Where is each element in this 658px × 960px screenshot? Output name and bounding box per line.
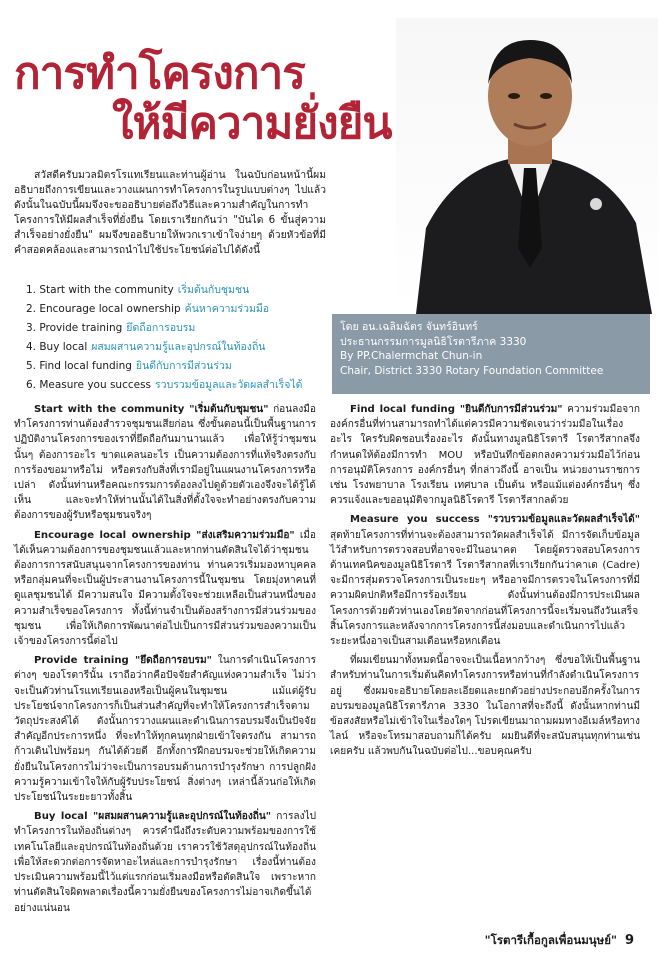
section-measure-success [330, 512, 640, 649]
section-heading: Measure you success "รวบรวมข้อมูลและวัดผลสำเร็จได้" [350, 514, 640, 526]
section-body: สุดท้ายโครงการที่ท่านจะต้องสามารถวัดผลสำเร็จได้ มีการจัดเก็บข้อมูลไว้สำหรับการตรวจสอบที่อาจจะมีในอนาคต โดยผู้ตรวจสอบโครงการด้านเทคนิคของมูลนิธิโรตารี โรตารีสากลที่เราเรียกกันว่าคาเด (Cadre) จะมีการสุ่มตรวจโครงการเป็นระยะๆ หรืออาจมีการตรวจในโครงการที่มีความผิดปกติหรือมีการร้องเรียน ดังนั้นท่านต้องมีการประเมินผลโครงการด้วยตัวท่านเองโดยวัดจากก่อนที่โครงการนี้จะเริ่มจนถึงวันเสร็จสิ้นโครงการและหลังจากการโครงการนี้ส่งมอบและดำเนินการไปแล้วระยะหนึ่งอาจเป็นสามเดือนหรือหกเดือน [330, 529, 640, 648]
byline-en-role: Chair, District 3330 Rotary Foundation Committee [340, 364, 604, 377]
title-line-1: การทำโครงการ [14, 48, 305, 99]
body-column-left [14, 402, 316, 920]
section-buy-local [14, 809, 316, 915]
step-item [26, 281, 326, 300]
author-portrait-illustration [396, 18, 658, 314]
author-photo [396, 18, 658, 314]
section-local-ownership [14, 528, 316, 650]
section-body: ในการดำเนินโครงการต่างๆ ของโรตารีนั้น เราถือว่ากคือปัจจัยสำคัญแห่งความสำเร็จ ไม่ว่าจะเป็นตัวท่านโรแทเรียนเองหรือเป็นผู้คนในชุมชน แม้แต่ผู้รับประโยชน์จากโครงการก็เป็นส่วนสำคัญที่จะทำให้โครงการสำเร็จตามวัตถุประสงค์ได้ ดังนั้นการวางแผนและดำเนินการอบรมจึงเป็นปัจจัยสำคัญอีกประการหนึ่ง ที่จะทำให้ทุกคนทุกฝ่ายเข้าใจตรงกัน สามารถก้าวเดินไปพร้อมๆ กันได้ด้วยดี อีกทั้งการฝึกอบรมจะช่วยให้เกิดความยั่งยืนในโครงการไม่ว่าจะเป็นการอบรมด้านการบำรุงรักษา การปลูกฝังความรู้ความเข้าใจให้กับผู้รับประโยชน์ สิ่งต่างๆ เหล่านี้ล้วนก่อให้เกิดประโยชน์ในระยะยาวทั้งสิ้น [14, 655, 316, 804]
step-th: ค้นหาความร่วมมือ [184, 303, 270, 315]
step-item [26, 319, 326, 338]
page-footer [485, 932, 634, 950]
section-body: เมื่อได้เห็นความต้องการของชุมชนแล้วและหากท่านตัดสินใจได้ว่าชุมชนต้องการการสนับสนุนจากโครงการของท่าน ท่านควรเริ่มมองหาบุคคลหรือกลุ่มคนที่จะเป็นผู้ประสานงานโครงการนี้ในชุมชน โดยมุ่งหาคนที่ดูแลชุมชนได้ มีความสนใจ มีความตั้งใจจะช่วยเหลือเป็นส่วนหนึ่งของความสำเร็จของโครงการ ทั้งนี้ท่านจำเป็นต้องสร้างการมีส่วนร่วมของชุมชน เพื่อให้เกิดการพัฒนาต่อไปเป็นการมีส่วนร่วมของความเป็นเจ้าของโครงการนี้ต่อไป [14, 529, 316, 648]
step-en: 3. Provide training [26, 322, 123, 334]
title-line-2: ให้มีความยั่งยืน [112, 98, 392, 149]
step-en: 5. Find local funding [26, 360, 132, 372]
step-item [26, 357, 326, 376]
section-heading: Encourage local ownership "ส่งเสริมความร่วมมือ" [34, 529, 295, 541]
byline-thai-name: โดย อน.เฉลิมฉัตร จันทร์อินทร์ [340, 321, 478, 333]
byline-en-name: By PP.Chalermchat Chun-in [340, 350, 483, 362]
page-number: 9 [624, 933, 634, 948]
body-column-right [330, 402, 640, 764]
section-training [14, 653, 316, 805]
step-en: 4. Buy local [26, 341, 88, 353]
section-heading: Find local funding "ยินดีกับการมีส่วนร่วม" [350, 404, 563, 415]
step-th: ยินดีกับการมีส่วนร่วม [135, 360, 232, 372]
section-heading: Start with the community "เริ่มต้นกับชุมชน" [34, 404, 269, 415]
section-local-funding [330, 402, 640, 508]
step-item [26, 300, 326, 319]
footer-slogan: "โรตารีเกื้อกูลเพื่อนมนุษย์" [484, 933, 617, 947]
article-title [14, 48, 394, 149]
closing-paragraph: ที่ผมเขียนมาทั้งหมดนี้อาจจะเป็นเนื้อหากว้างๆ ซึ่งขอให้เป็นพื้นฐานสำหรับท่านในการเริ่มต้นคิดทำโครงการหรือท่านที่กำลังดำเนินโครงการอยู่ ซึ่งผมจะอธิบายโดยละเอียดและยกตัวอย่างประกอบอีกครั้งในการอบรมของมูลนิธิโรตารีภาค 3330 ในโอกาสที่จะถึงนี้ ดังนั้นหากท่านมีข้อสงสัยหรือไม่เข้าใจในเรื่องใดๆ โปรดเขียนมาถามผมทางอีเมล์หรือทางไลน์ หรือจะโทรมาสอบถามก็ได้ครับ ผมยินดีที่จะสนับสนุนทุกท่านเช่นเคยครับ แล้วพบกันในฉบับต่อไป...ขอบคุณครับ [330, 655, 640, 758]
step-en: 1. Start with the community [26, 284, 174, 296]
section-start-community [14, 402, 316, 524]
step-th: ยึดถือการอบรม [126, 322, 196, 334]
step-en: 6. Measure you success [26, 379, 152, 391]
step-th: ผสมผสานความรู้และอุปกรณ์ในท้องถิ่น [91, 341, 266, 353]
intro-text: สวัสดีครับมวลมิตรโรแทเรียนและท่านผู้อ่าน ในฉบับก่อนหน้านี้ผมอธิบายถึงการเขียนและวางแผนการทำโครงการในรูปแบบต่างๆ ไปแล้ว ดังนั้นในฉบับนี้ผมจึงจะขออธิบายต่อถึงวิธีและความสำคัญในการทำโครงการให้มีผลสำเร็จที่ยั่งยืน โดยเราเรียกกันว่า "บันได 6 ขั้นสู่ความสำเร็จอย่างยั่งยืน" ผมจึงขออธิบายให้พวกเราเข้าใจง่ายๆ ด้วยหัวข้อที่มีคำสอดคล้องและสามารถนำไปใช้ประโยชน์ต่อไปได้ดังนี้ [14, 169, 326, 256]
step-th: รวบรวมข้อมูลและวัดผลสำเร็จได้ [155, 379, 303, 391]
step-th: เริ่มต้นกับชุมชน [177, 284, 250, 296]
intro-paragraph [14, 168, 326, 258]
section-body: การลงไปทำโครงการในท้องถิ่นต่างๆ ควรคำนึงถึงระดับความพร้อมของการใช้เทคโนโลยีและอุปกรณ์ในท้องถิ่นด้วย เราควรใช้วัสดุอุปกรณ์ในท้องถิ่นเพื่อให้สะดวกต่อการจัดหาอะไหล่และการบำรุงรักษา เรื่องนี้ท่านต้องประเมินความพร้อมนี้ไว้แต่แรกก่อนเริ่มลงมือหรือตัดสินใจ เพราะหากท่านตัดสินใจผิดพลาดเรื่องนี้ความยั่งยืนของโครงการไม่อาจเกิดขึ้นได้อย่างแน่นอน [14, 811, 316, 914]
section-body: ก่อนลงมือทำโครงการท่านต้องสำรวจชุมชนเสียก่อน ซึ่งขั้นตอนนี้เป็นพื้นฐานการปฏิบัติงานโครงการของเราที่ยึดถือกันมานานแล้ว เพื่อให้รู้ว่าชุมชนนั้นๆ ต้องการอะไร ขาดแคลนอะไร เป็นความต้องการที่แท้จริงตรงกับการร้องขอมาหรือไม่ หรือตรงกับสิ่งที่เรามีอยู่ในแผนงานโครงการหรือเปล่า ดังนั้นท่านหรือคณะกรรมการต้องลงไปดูด้วยตัวเองจึงจะได้รู้ได้เห็น และจะทำให้ท่านนั้นได้ในสิ่งที่ตั้งใจจะทำอย่างตรงกับความต้องการของผู้รับหรือชุมชนจริงๆ [14, 404, 316, 522]
section-body: ความร่วมมือจากองค์กรอื่นที่ท่านสามารถทำได้แต่ควรมีความชัดเจนว่าร่วมมือในเรื่องอะไร ใครรับผิดชอบเรื่องอะไร ดังนั้นทางมูลนิธิโรตารี โรตารีสากลจึงกำหนดให้ต้องมีการทำ MOU หรือบันทึกข้อตกลงความร่วมมือไว้ก่อนการอนุมัติโครงการ องค์กรอื่นๆ ที่กล่าวถึงนี้ อาจเป็น หน่วยงานราชการ เช่น โรงพยาบาล โรงเรียน เทศบาล เป็นต้น หรือแม้แต่องค์กรอื่นๆ ซึ่งควรแจ้งและขออนุมัติจากมูลนิธิโรตารี โรตารีสากลด้วย [330, 404, 640, 507]
section-heading: Buy local "ผสมผสานความรู้และอุปกรณ์ในท้องถิ่น" [34, 811, 272, 823]
step-en: 2. Encourage local ownership [26, 303, 181, 315]
steps-list [26, 281, 326, 395]
step-item [26, 338, 326, 357]
author-byline [332, 314, 650, 394]
byline-thai-role: ประธานกรรมการมูลนิธิโรตารีภาค 3330 [340, 335, 527, 348]
section-heading: Provide training "ยึดถือการอบรม" [34, 655, 212, 667]
step-item [26, 376, 326, 395]
